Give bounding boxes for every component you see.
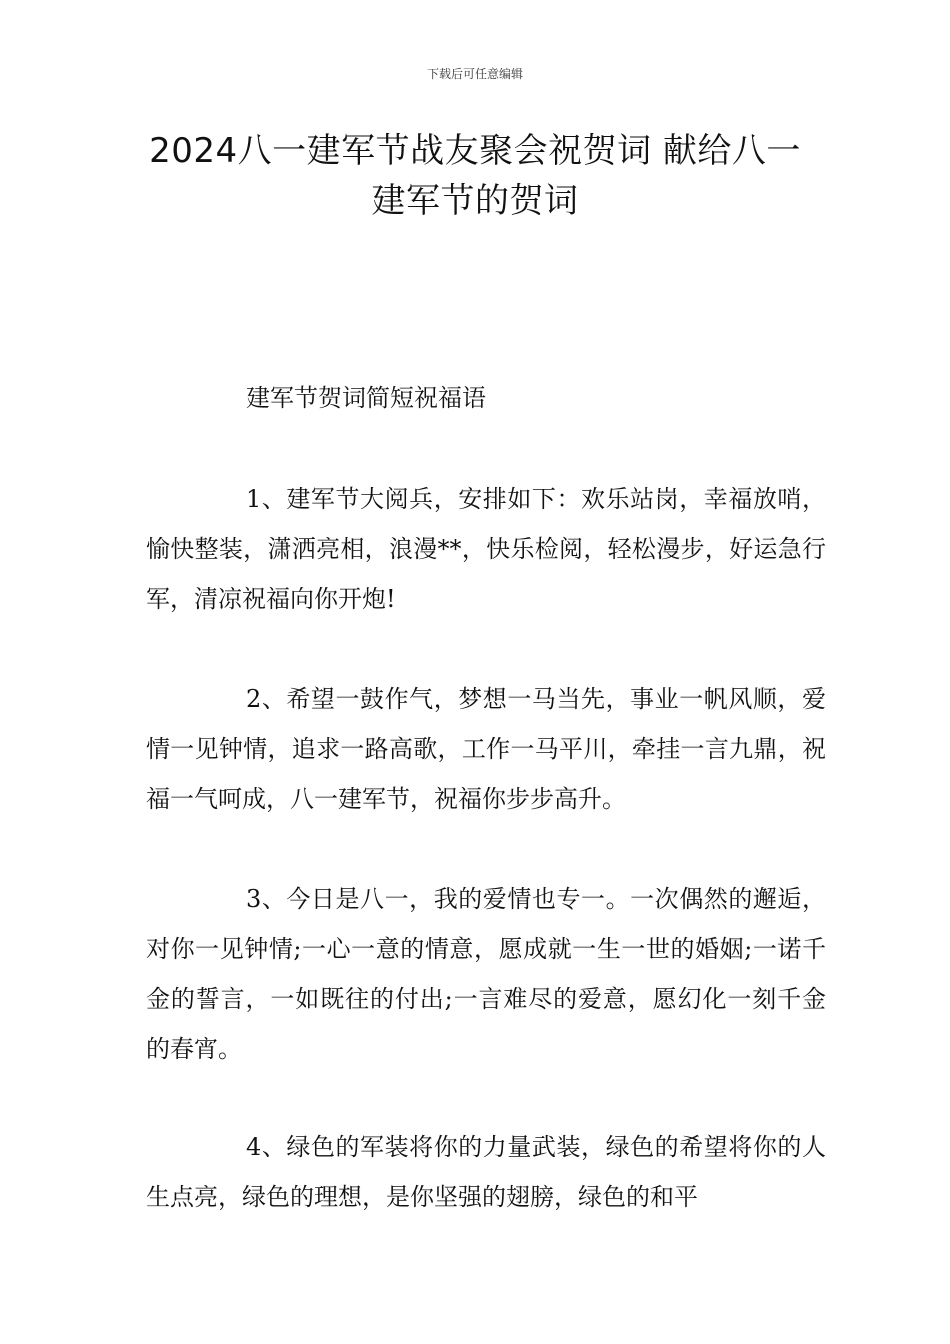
section-heading: 建军节贺词简短祝福语	[246, 384, 486, 412]
paragraph-1: 1、建军节大阅兵，安排如下：欢乐站岗，幸福放哨，愉快整装，潇洒亮相，浪漫**，快乐检阅，轻松漫步，好运急行军，清凉祝福向你开炮!	[146, 485, 826, 613]
title-line-2: 建军节的贺词	[371, 181, 579, 221]
document-title	[140, 126, 810, 226]
paragraph-2: 2、希望一鼓作气，梦想一马当先，事业一帆风顺，爱情一见钟情，追求一路高歌，工作一马平川，牵挂一言九鼎，祝福一气呵成，八一建军节，祝福你步步高升。	[146, 685, 826, 813]
paragraph-3: 3、今日是八一，我的爱情也专一。一次偶然的邂逅，对你一见钟情;一心一意的情意，愿成就一生一世的婚姻;一诺千金的誓言，一如既往的付出;一言难尽的爱意，愿幻化一刻千金的春宵。	[146, 885, 826, 1063]
paragraph-4: 4、绿色的军装将你的力量武装，绿色的希望将你的人生点亮，绿色的理想，是你坚强的翅膀，绿色的和平	[146, 1133, 826, 1211]
title-line-1: 2024八一建军节战友聚会祝贺词 献给八一	[149, 131, 801, 171]
header-note: 下载后可任意编辑	[426, 67, 523, 81]
